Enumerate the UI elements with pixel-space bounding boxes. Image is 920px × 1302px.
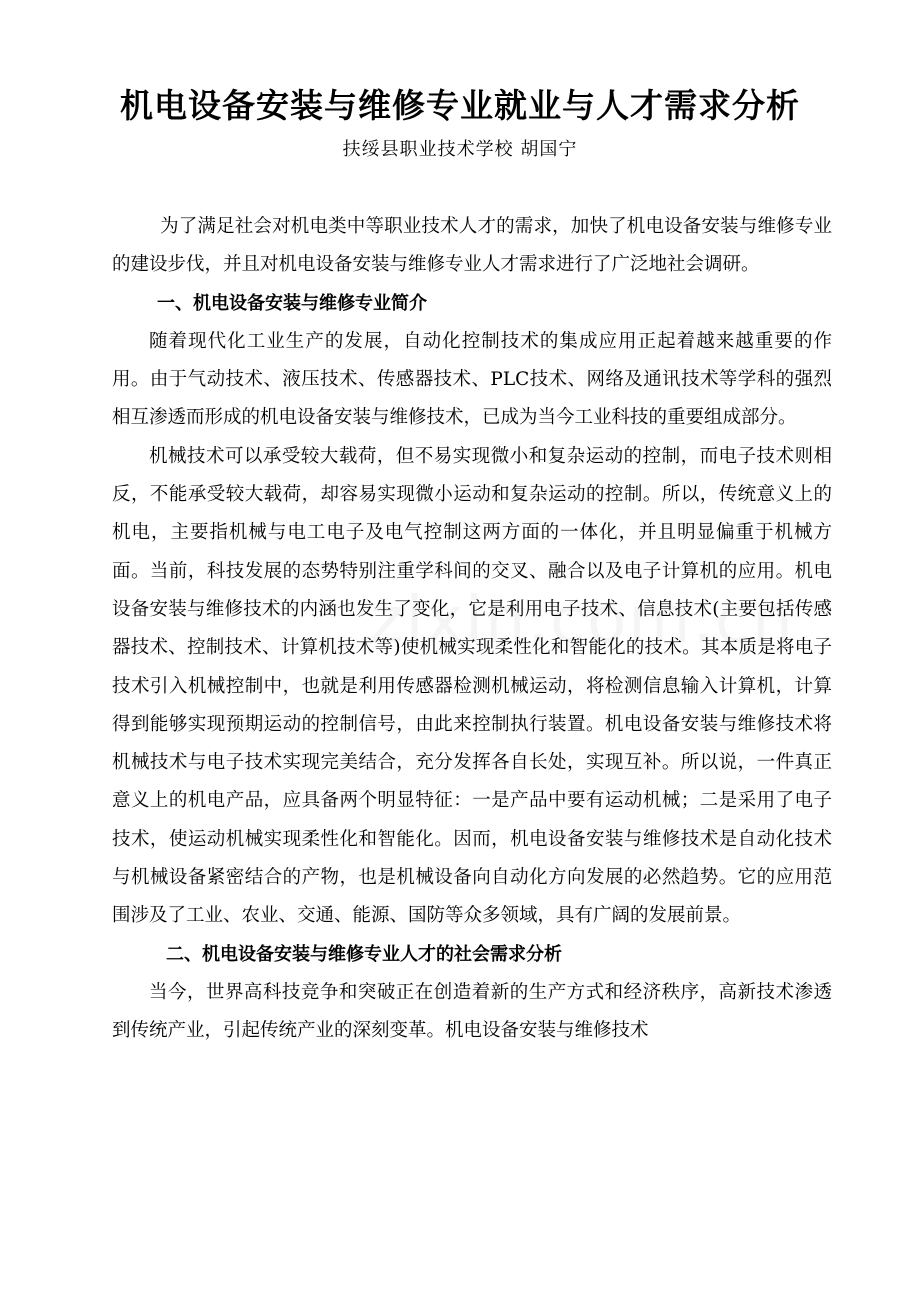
section-1-paragraph-1: 随着现代化工业生产的发展，自动化控制技术的集成应用正起着越来越重要的作用。由于气动技术、液压技术、传感器技术、PLC技术、网络及通讯技术等学科的强烈相互渗透而形成的机电设备安装与维修技术，已成为当今工业科技的重要组成部分。 [112,330,832,429]
intro-paragraph: 为了满足社会对机电类中等职业技术人才的需求，加快了机电设备安装与维修专业的建设步伐，并且对机电设备安装与维修专业人才需求进行了广泛地社会调研。 [112,216,832,276]
document-body [112,208,832,1051]
section-2-paragraph-1: 当今，世界高科技竞争和突破正在创造着新的生产方式和经济秩序，高新技术渗透到传统产业，引起传统产业的深刻变革。机电设备安装与维修技术 [112,981,832,1042]
author-line: 扶绥县职业技术学校 胡国宁 [342,139,578,160]
section-1-paragraph-2: 机械技术可以承受较大载荷，但不易实现微小和复杂运动的控制，而电子技术则相反，不能承受较大载荷，却容易实现微小运动和复杂运动的控制。所以，传统意义上的机电，主要指机械与电工电子及电气控制这两方面的一体化，并且明显偏重于机械方面。当前，科技发展的态势特别注重学科间的交叉、融合以及电子计算机的应用。机电设备安装与维修技术的内涵也发生了变化，它是利用电子技术、信息技术(主要包括传感器技术、控制技术、计算机技术等)使机械实现柔性化和智能化的技术。其本质是将电子技术引入机械控制中，也就是利用传感器检测机械运动，将检测信息输入计算机，计算得到能够实现预期运动的控制信号，由此来控制执行装置。机电设备安装与维修技术将机械技术与电子技术实现完美结合，充分发挥各自长处，实现互补。所以说，一件真正意义上的机电产品，应具备两个明显特征：一是产品中要有运动机械；二是采用了电子技术，使运动机械实现柔性化和智能化。因而，机电设备安装与维修技术是自动化技术与机械设备紧密结合的产物，也是机械设备向自动化方向发展的必然趋势。它的应用范围涉及了工业、农业、交通、能源、国防等众多领域，具有广阔的发展前景。 [112,445,832,927]
document-title: 机电设备安装与维修专业就业与人才需求分析 [120,86,800,125]
section-heading-2: 二、机电设备安装与维修专业人才的社会需求分析 [166,943,562,965]
section-heading-1: 一、机电设备安装与维修专业简介 [157,292,427,314]
